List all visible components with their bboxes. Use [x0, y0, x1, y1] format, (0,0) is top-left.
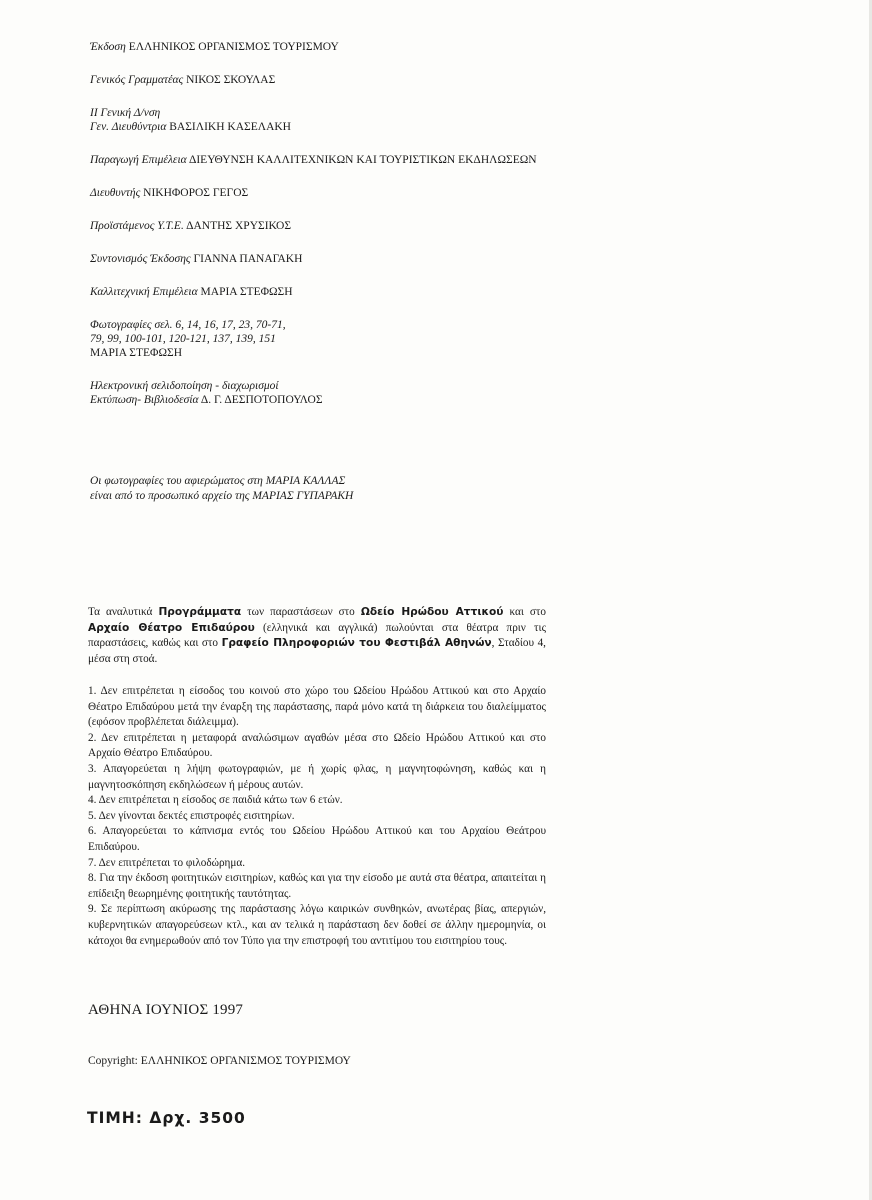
credit-director: [90, 186, 650, 200]
credit-general-directorate: [90, 106, 650, 134]
credit-photographs: [90, 318, 650, 360]
credit-value: ΒΑΣΙΛΙΚΗ ΚΑΣΕΛΑΚΗ: [169, 121, 291, 133]
credit-value: ΕΛΛΗΝΙΚΟΣ ΟΡΓΑΝΙΣΜΟΣ ΤΟΥΡΙΣΜΟΥ: [128, 41, 339, 53]
info-bold: Αρχαίο Θέατρο Επιδαύρου: [88, 621, 255, 634]
credit-printing: [90, 379, 650, 407]
info-text: των παραστάσεων στο: [241, 606, 361, 618]
rule-item: 2. Δεν επιτρέπεται η μεταφορά αναλώσιμων αγαθών μέσα στο Ωδείο Ηρώδου Αττικού και στο Αρχαίο Θέατρο Επιδαύρου.: [88, 731, 546, 760]
info-text: Τα αναλυτικά: [88, 606, 159, 618]
info-text: , Σταδίου 4, μέσα στη στοά.: [88, 637, 546, 665]
rule-item: 6. Απαγορεύεται το κάπνισμα εντός του Ωδείου Ηρώδου Αττικού και του Αρχαίου Θεάτρου Επιδαύρου.: [88, 825, 546, 853]
info-bold: Προγράμματα: [158, 606, 242, 618]
rule-item: 7. Δεν επιτρέπεται το φιλοδώρημα.: [88, 856, 246, 869]
credit-value: ΓΙΑΝΝΑ ΠΑΝΑΓΑΚΗ: [193, 253, 303, 265]
credit-coordination: [90, 252, 650, 266]
credit-secretary-general: [90, 73, 650, 87]
rule-item: 9. Σε περίπτωση ακύρωσης της παράστασης λόγω καιρικών συνθηκών, ανωτέρας βίας, απεργιών, κυβερνητικών απαγορεύσεων κτλ., και αν τελικά η παράσταση δεν δοθεί σε άλλην ημερομηνία, οι κάτοχοι θα ενημερωθούν από τον Τύπο για την επιστροφή του αντιτίμου του εισιτηρίου τους.: [88, 903, 546, 947]
credit-photo-pages: 79, 99, 100-101, 120-121, 137, 139, 151: [90, 333, 276, 345]
place-date: ΑΘΗΝΑ ΙΟΥΝΙΟΣ 1997: [88, 1002, 244, 1018]
credit-publisher: [90, 40, 650, 54]
credit-production: [90, 153, 650, 167]
credit-label: Γεν. Διευθύντρια: [90, 121, 167, 133]
rule-item: 1. Δεν επιτρέπεται η είσοδος του κοινού στο χώρο του Ωδείου Ηρώδου Αττικού και στο Αρχαίο Θέατρο Επιδαύρου μετά την έναρξη της παράστασης, παρά μόνο κατά τη διάρκεια του διαλείμματος (εφόσον προβλέπεται διάλειμμα).: [88, 685, 546, 729]
photo-note-line: είναι από το προσωπικό αρχείο της ΜΑΡΙΑΣ ΓΥΠΑΡΑΚΗ: [90, 490, 354, 502]
rule-item: 8. Για την έκδοση φοιτητικών εισιτηρίων, καθώς και για την είσοδο με αυτά στα θέατρα, απαιτείται η επίδειξη θεωρημένης φοιτητικής ταυτότητας.: [88, 872, 546, 900]
info-text: (ελληνικά και αγγλικά) πωλούνται στα θέατρα πριν τις παραστάσεις, καθώς και στο: [88, 621, 546, 650]
credit-art-direction: [90, 285, 650, 299]
rules-list: [88, 684, 546, 949]
info-bold: Γραφείο Πληροφοριών του Φεστιβάλ Αθηνών: [221, 637, 492, 650]
price-label: ΤΙΜΗ: Δρχ. 3500: [87, 1109, 246, 1127]
credit-head-of-department: [90, 219, 650, 233]
photo-note: [90, 474, 510, 504]
photo-note-line: Οι φωτογραφίες του αφιερώματος στη ΜΑΡΙΑ ΚΑΛΛΑΣ: [90, 475, 346, 487]
credit-value: Δ. Γ. ΔΕΣΠΟΤΟΠΟΥΛΟΣ: [200, 394, 323, 406]
credit-label: Εκτύπωση- Βιβλιοδεσία: [90, 394, 199, 406]
programmes-info: [88, 605, 546, 667]
credit-heading: Ηλεκτρονική σελιδοποίηση - διαχωρισμοί: [90, 380, 279, 392]
credit-value: ΝΙΚΗΦΟΡΟΣ ΓΕΓΟΣ: [143, 187, 249, 199]
credit-label: Προϊστάμενος Υ.Τ.Ε.: [90, 220, 184, 232]
credit-label: Έκδοση: [90, 41, 126, 53]
credit-value: ΝΙΚΟΣ ΣΚΟΥΛΑΣ: [186, 74, 276, 86]
credit-value: ΜΑΡΙΑ ΣΤΕΦΩΣΗ: [90, 347, 182, 359]
credit-label: Καλλιτεχνική Επιμέλεια: [90, 286, 198, 298]
info-text: και στο: [503, 606, 547, 618]
credit-value: ΔΑΝΤΗΣ ΧΡΥΣΙΚΟΣ: [186, 220, 292, 232]
credit-value: ΔΙΕΥΘΥΝΣΗ ΚΑΛΛΙΤΕΧΝΙΚΩΝ ΚΑΙ ΤΟΥΡΙΣΤΙΚΩΝ ΕΚΔΗΛΩΣΕΩΝ: [188, 154, 537, 166]
credit-value: ΜΑΡΙΑ ΣΤΕΦΩΣΗ: [200, 286, 293, 298]
credit-label: Παραγωγή Επιμέλεια: [90, 154, 187, 166]
credit-label: Διευθυντής: [90, 187, 141, 199]
copyright-notice: Copyright: ΕΛΛΗΝΙΚΟΣ ΟΡΓΑΝΙΣΜΟΣ ΤΟΥΡΙΣΜΟΥ: [88, 1055, 351, 1067]
credit-label: Γενικός Γραμματέας: [90, 74, 184, 86]
credit-label: Συντονισμός Έκδοσης: [90, 253, 191, 265]
rule-item: 4. Δεν επιτρέπεται η είσοδος σε παιδιά κάτω των 6 ετών.: [88, 794, 343, 807]
rule-item: 3. Απαγορεύεται η λήψη φωτογραφιών, με ή χωρίς φλας, η μαγνητοφώνηση, καθώς και η μαγνητοσκόπηση εκδηλώσεων ή μέρους αυτών.: [88, 762, 546, 791]
info-bold: Ωδείο Ηρώδου Αττικού: [360, 606, 504, 618]
credit-photo-pages: Φωτογραφίες σελ. 6, 14, 16, 17, 23, 70-71,: [90, 319, 286, 331]
credits-block: [90, 40, 650, 426]
credit-heading: ΙΙ Γενική Δ/νση: [90, 107, 161, 119]
rule-item: 5. Δεν γίνονται δεκτές επιστροφές εισιτηρίων.: [88, 809, 295, 822]
